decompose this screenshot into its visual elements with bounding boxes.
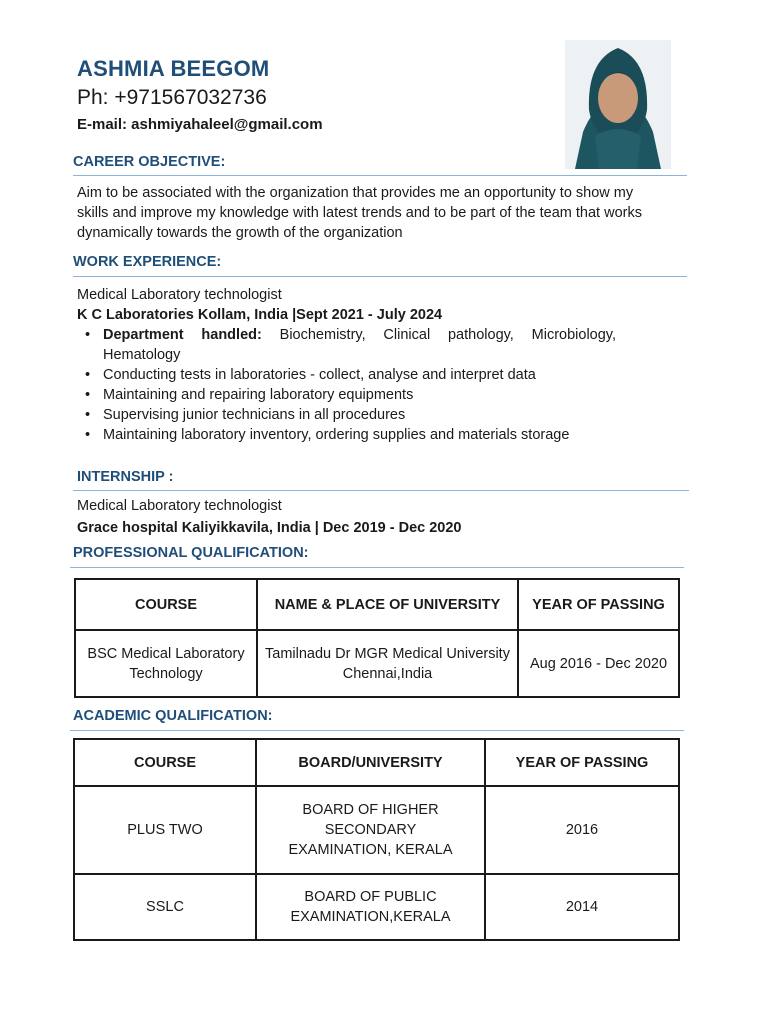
list-item: • Maintaining and repairing laboratory equipments [85,387,414,403]
table-cell: 2014 [485,874,679,940]
internship-place: Grace hospital Kaliyikkavila, India | Dec 2019 - Dec 2020 [77,520,462,536]
table-header-row [75,579,679,630]
table-cell: 2016 [485,786,679,874]
list-item: • Supervising junior technicians in all procedures [85,407,406,423]
career-objective-line: dynamically towards the growth of the organization [77,225,403,241]
work-company: K C Laboratories Kollam, India |Sept 2021 - July 2024 [77,307,443,323]
table-row [75,630,679,697]
table-cell: Tamilnadu Dr MGR Medical University Chennai,India [257,630,518,697]
table-cell: BOARD OF HIGHER SECONDARY EXAMINATION, KERALA [256,786,485,874]
department-value: Biochemistry, Clinical pathology, Microbiology, Hematology [103,327,617,363]
candidate-name: ASHMIA BEEGOM [77,56,270,81]
phone-number: Ph: +971567032736 [77,86,267,109]
table-cell: BOARD OF PUBLIC EXAMINATION,KERALA [256,874,485,940]
career-objective-line: Aim to be associated with the organization that provides me an opportunity to show my [77,185,634,201]
section-divider [73,490,689,491]
professional-qualification-heading: PROFESSIONAL QUALIFICATION: [73,545,309,561]
table-cell: SSLC [74,874,256,940]
section-divider [70,730,684,731]
table-row [74,874,679,940]
section-divider [73,276,687,277]
table-header: YEAR OF PASSING [518,579,679,630]
list-item: • Department handled: Biochemistry, Clinical pathology, Microbiology, Hematology [85,327,617,363]
department-label: Department handled: [103,327,262,343]
table-cell: BSC Medical Laboratory Technology [75,630,257,697]
work-responsibilities [77,325,616,445]
section-divider [70,567,684,568]
table-header: BOARD/UNIVERSITY [256,739,485,786]
section-divider [73,175,687,176]
table-header-row [74,739,679,786]
profile-photo [565,40,671,169]
list-item: • Maintaining laboratory inventory, ordering supplies and materials storage [85,427,570,443]
career-objective-heading: CAREER OBJECTIVE: [73,154,226,170]
table-header: COURSE [74,739,256,786]
list-item: • Conducting tests in laboratories - collect, analyse and interpret data [85,367,536,383]
work-role: Medical Laboratory technologist [77,287,282,303]
career-objective-line: skills and improve my knowledge with latest trends and to be part of the team that works [77,205,642,221]
table-header: COURSE [75,579,257,630]
table-cell: PLUS TWO [74,786,256,874]
table-header: NAME & PLACE OF UNIVERSITY [257,579,518,630]
email-address: E-mail: ashmiyahaleel@gmail.com [77,116,323,133]
internship-role: Medical Laboratory technologist [77,498,282,514]
table-row [74,786,679,874]
table-cell: Aug 2016 - Dec 2020 [518,630,679,697]
academic-qualification-table [73,738,680,941]
internship-heading: INTERNSHIP : [77,469,174,485]
table-header: YEAR OF PASSING [485,739,679,786]
professional-qualification-table [74,578,680,698]
academic-qualification-heading: ACADEMIC QUALIFICATION: [73,708,273,724]
work-experience-heading: WORK EXPERIENCE: [73,254,222,270]
